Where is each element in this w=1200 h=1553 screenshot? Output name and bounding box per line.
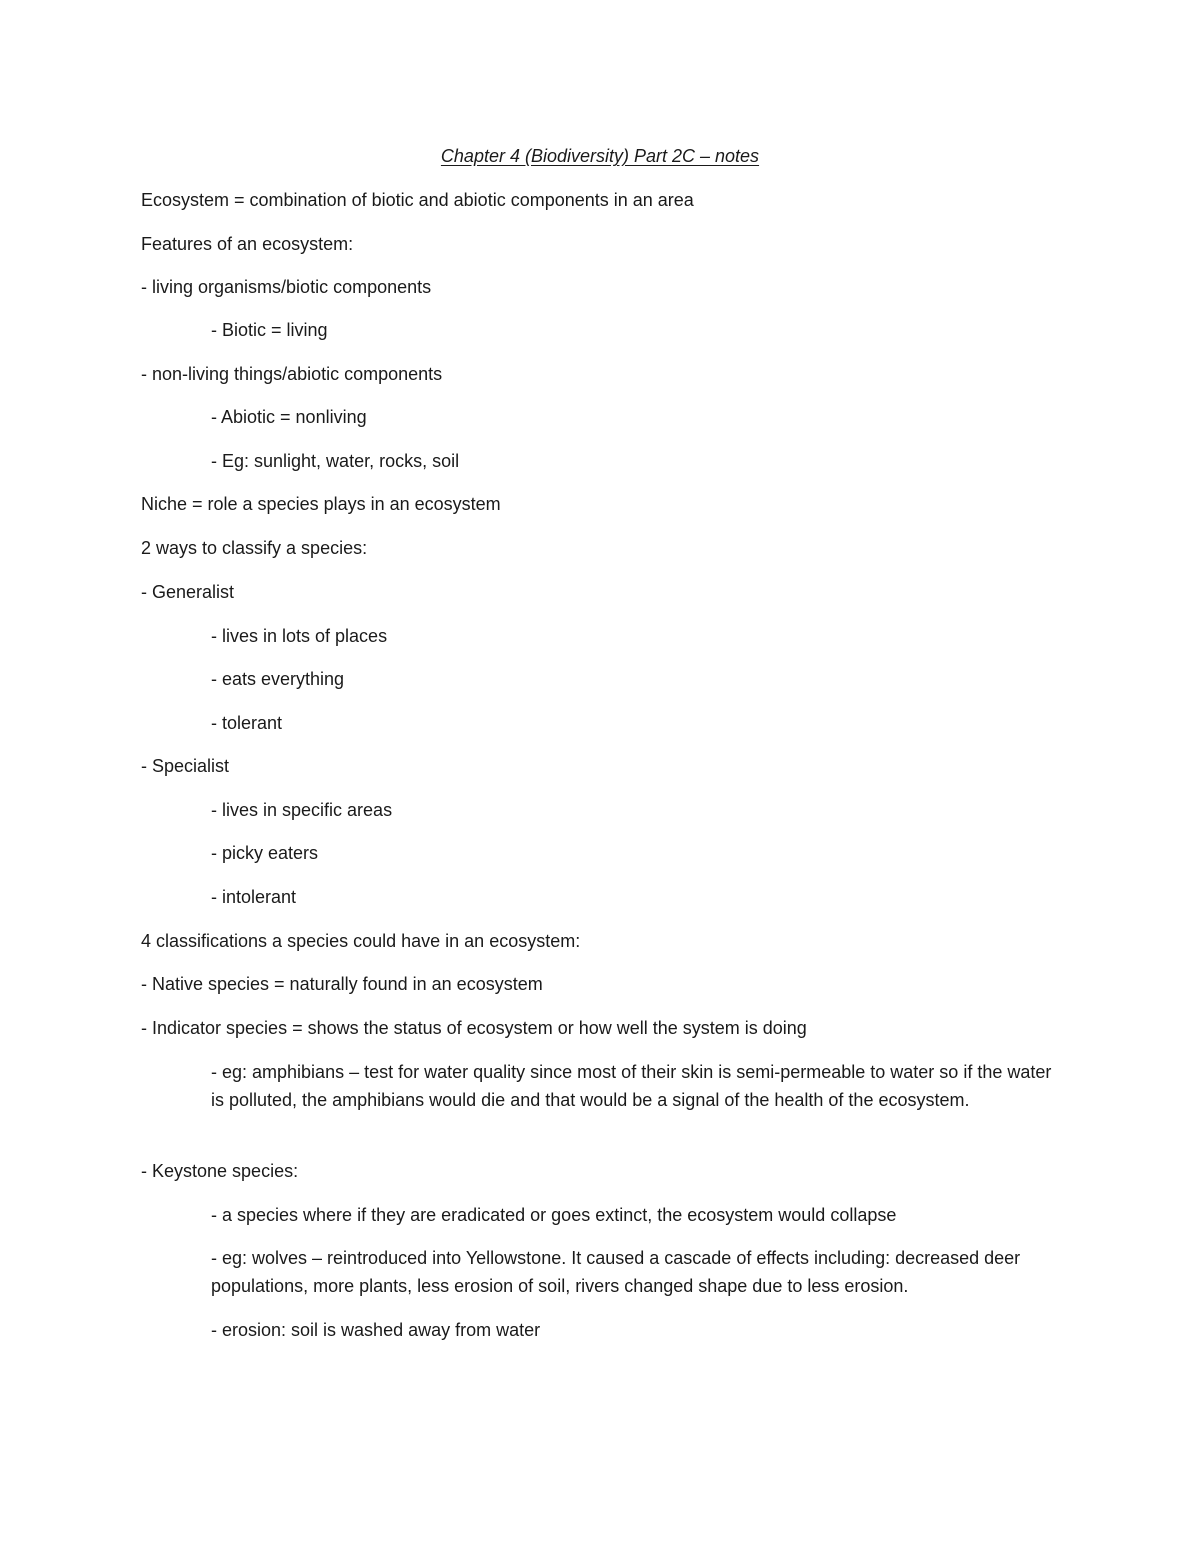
text-paragraph: - eg: wolves – reintroduced into Yellowstone. It caused a cascade of effects including: decreased deer populations, more plants, less erosion of soil, rivers changed shape due to less erosion. bbox=[211, 1248, 1021, 1296]
text-line: Ecosystem = combination of biotic and abiotic components in an area bbox=[141, 190, 694, 210]
text-line: - Specialist bbox=[141, 756, 230, 776]
text-line: - Eg: sunlight, water, rocks, soil bbox=[211, 451, 460, 471]
text-line: - Generalist bbox=[141, 582, 235, 602]
text-line: - lives in specific areas bbox=[211, 800, 393, 820]
text-line: 2 ways to classify a species: bbox=[141, 538, 368, 558]
text-line: Features of an ecosystem: bbox=[141, 234, 354, 254]
text-line: - Abiotic = nonliving bbox=[211, 407, 367, 427]
text-line: - lives in lots of places bbox=[211, 626, 388, 646]
text-paragraph: - eg: amphibians – test for water quality since most of their skin is semi-permeable to water so if the water is polluted, the amphibians would die and that would be a signal of the health of the ecosystem. bbox=[211, 1062, 1052, 1110]
text-line: Niche = role a species plays in an ecosystem bbox=[141, 494, 501, 514]
text-line: - a species where if they are eradicated or goes extinct, the ecosystem would collapse bbox=[211, 1205, 897, 1225]
text-line: - Keystone species: bbox=[141, 1161, 299, 1181]
text-line: - intolerant bbox=[211, 887, 297, 907]
text-line: - tolerant bbox=[211, 713, 283, 733]
text-line: - eats everything bbox=[211, 669, 345, 689]
text-line: - Indicator species = shows the status of ecosystem or how well the system is doing bbox=[141, 1018, 807, 1038]
text-line: - Biotic = living bbox=[211, 320, 328, 340]
text-line: - non-living things/abiotic components bbox=[141, 364, 443, 384]
text-line: 4 classifications a species could have in an ecosystem: bbox=[141, 931, 581, 951]
text-line: - Native species = naturally found in an ecosystem bbox=[141, 974, 543, 994]
text-line: - picky eaters bbox=[211, 843, 319, 863]
text-line: - living organisms/biotic components bbox=[141, 277, 432, 297]
page-title: Chapter 4 (Biodiversity) Part 2C – notes bbox=[440, 146, 760, 166]
text-line: - erosion: soil is washed away from water bbox=[211, 1320, 541, 1340]
